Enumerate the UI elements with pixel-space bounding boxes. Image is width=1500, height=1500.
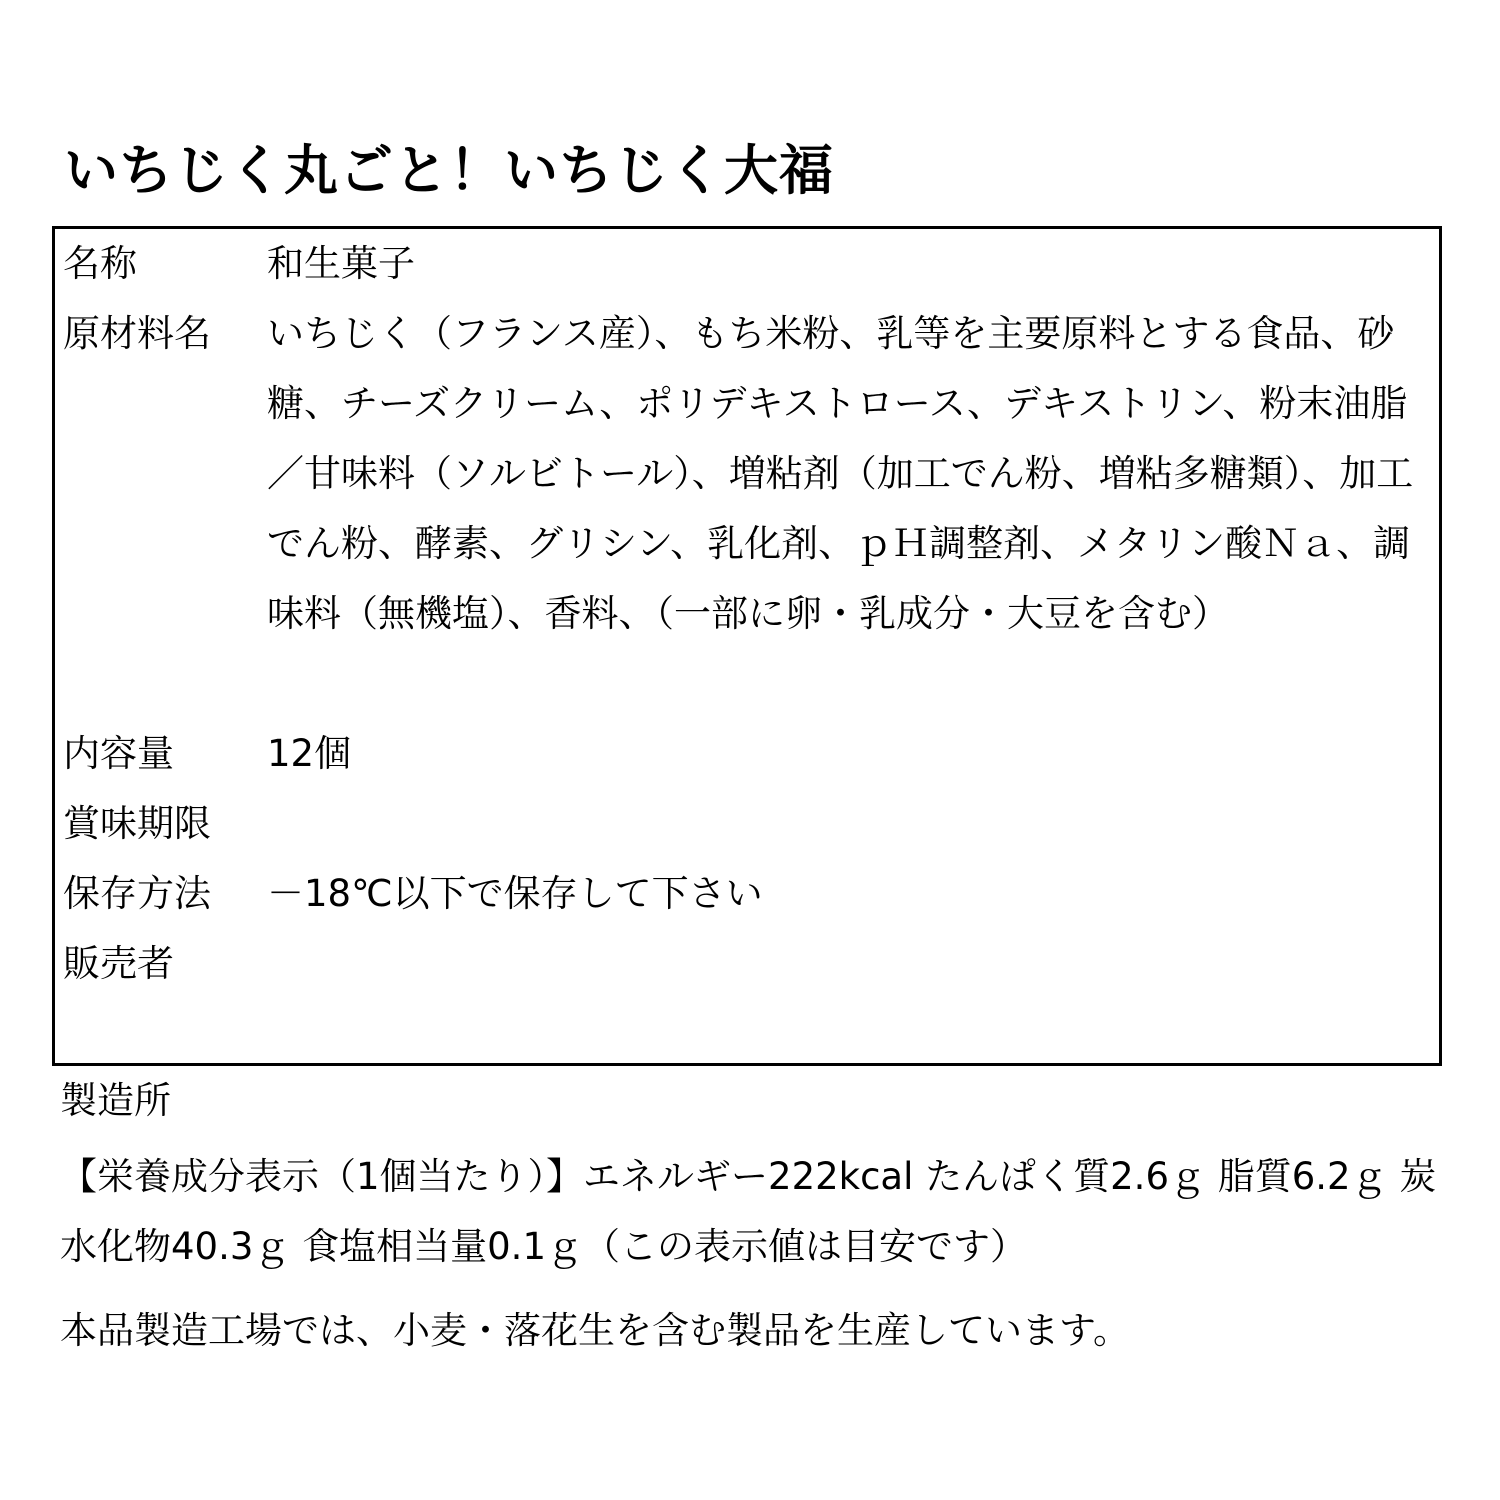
label-key: 販売者 (63, 942, 174, 985)
label-value: 12個 (267, 732, 352, 775)
nutrition-facts: 【栄養成分表示（1個当たり）】エネルギー222kcal たんぱく質2.6ｇ 脂質6.2ｇ 炭水化物40.3ｇ 食塩相当量0.1ｇ（この表示値は目安です） (60, 1155, 1437, 1268)
label-key: 内容量 (63, 732, 174, 775)
label-key: 賞味期限 (63, 802, 211, 845)
label-value: 和生菓子 (267, 242, 415, 285)
manufacturer-label: 製造所 (60, 1079, 171, 1122)
label-key: 原材料名 (63, 312, 211, 355)
allergen-note: 本品製造工場では、小麦・落花生を含む製品を生産しています。 (60, 1309, 1131, 1352)
label-key: 保存方法 (63, 872, 211, 915)
label-key: 名称 (63, 242, 137, 285)
label-value: －18℃以下で保存して下さい (267, 872, 763, 915)
label-value: いちじく（フランス産）、もち米粉、乳等を主要原料とする食品、砂糖、チーズクリーム、ポリデキストロース、デキストリン、粉末油脂／甘味料（ソルビトール）、増粘剤（加工でん粉、増粘多糖類）、加工でん粉、酵素、グリシン、乳化剤、ｐＨ調整剤、メタリン酸Ｎａ、調味料（無機塩）、香料、（一部に卵・乳成分・大豆を含む） (267, 312, 1414, 635)
food-label-table (52, 226, 1442, 1066)
product-title: いちじく丸ごと！いちじく大福 (64, 139, 834, 202)
